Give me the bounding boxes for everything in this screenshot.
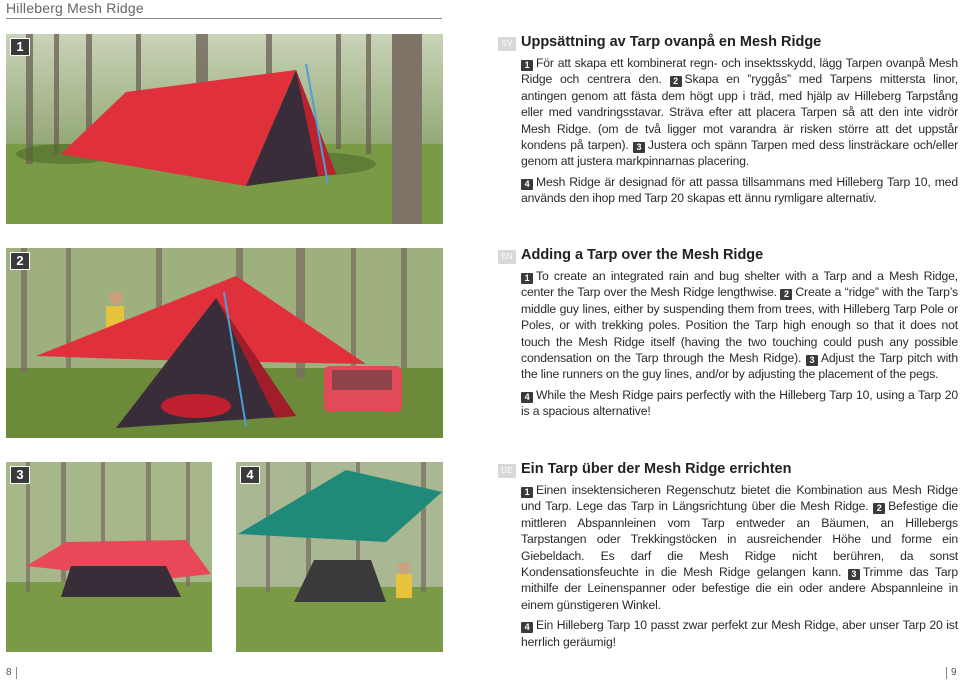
section-swedish: [521, 34, 958, 211]
section-title: Uppsättning av Tarp ovanpå en Mesh Ridge: [521, 34, 822, 50]
photo-green-tarp-with-person: [236, 462, 443, 652]
step-number-badge: 4: [521, 392, 533, 403]
step-text: För att skapa ett kombinerat regn- och insektsskydd, lägg Tarpen ovanpå Mesh Ridge och centrera den.: [521, 56, 958, 87]
step-text: Skapa en ”ryggås” med Tarpens mittersta linor, antingen genom att fästa dem högt upp i träd, med hjälp av Hilleberg Tarpstång eller med vandringsstavar. Sträva efter att placera Tarpen så att den inte vidrör Mesh Ridge. (om de två ligger mot varandra är risken större att det uppstår kondens på tarpen).: [521, 72, 958, 153]
step-text: Create a “ridge” with the Tarp’s middle guy lines, either by suspending them from trees, with Hilleberg Tarp Pole or Poles, or with trekking poles. Position the Tarp high enough so that it does not touch the Mesh Ridge itself (having the two touching could push any possible condensation on the Tarp through the Mesh Ridge).: [521, 285, 958, 366]
step-text: While the Mesh Ridge pairs perfectly with the Hilleberg Tarp 10, using a Tarp 20 is a spacious alternative!: [521, 387, 958, 419]
paragraph: [521, 617, 958, 650]
step-text: To create an integrated rain and bug shelter with a Tarp and a Mesh Ridge, center the Tarp over the Mesh Ridge lengthwise.: [521, 269, 958, 300]
paragraph: [521, 482, 958, 613]
step-text: Befestige die mittleren Abspannleinen vom Tarp entweder an Bäumen, an Hillebergs Tarpstangen oder Trekkingstöcken in ausreichender Höhe und forme ein Giebeldach. Es darf die Mesh Ridge nicht berühren, da sonst Kondensationsfeuchte in die Mesh Ridge gelangen kann.: [521, 499, 959, 580]
figure-number-badge: 3: [10, 466, 30, 484]
step-text: Justera och spänn Tarpen med dess linsträckare och/eller genom att justera markpinnarnas placering.: [521, 138, 959, 169]
paragraph: [521, 174, 958, 207]
paragraph: [521, 387, 958, 420]
photo-tarp-with-person-and-chair: [6, 248, 443, 438]
step-number-badge: 3: [806, 355, 818, 366]
page-number-divider: [16, 667, 17, 679]
page-number-left: 8: [6, 667, 12, 678]
step-number-badge: 2: [670, 76, 682, 87]
page-number-right: 9: [951, 667, 957, 678]
figure-number-badge: 2: [10, 252, 30, 270]
step-text: Ein Hilleberg Tarp 10 passt zwar perfekt zur Mesh Ridge, aber unser Tarp 20 ist herrlich geräumig!: [521, 618, 958, 649]
document-title: Hilleberg Mesh Ridge: [6, 0, 144, 16]
language-tag-en: EN: [498, 250, 516, 264]
section-german: [521, 461, 958, 654]
step-number-badge: 3: [633, 142, 645, 153]
language-tag-sv: SV: [498, 37, 516, 51]
photo-red-tarp-low-pitch: [6, 462, 212, 652]
step-number-badge: 2: [780, 289, 792, 300]
step-text: Mesh Ridge är designad för att passa tillsammans med Hilleberg Tarp 10, med används den ihop med Tarp 20 skapas ett ännu rymligare alternativ.: [521, 174, 958, 206]
language-tag-de: DE: [498, 464, 516, 478]
step-number-badge: 3: [848, 569, 860, 580]
step-number-badge: 1: [521, 273, 533, 284]
section-title: Adding a Tarp over the Mesh Ridge: [521, 247, 764, 263]
paragraph: [521, 268, 958, 383]
step-number-badge: 1: [521, 487, 533, 498]
step-text: Trimme das Tarp mithilfe der Leinenspanner oder befestige die ein oder andere Abspannleine in einem günstigeren Winkel.: [521, 565, 958, 612]
figure-number-badge: 1: [10, 38, 30, 56]
section-english: [521, 247, 958, 424]
section-title: Ein Tarp über der Mesh Ridge errichten: [521, 461, 792, 477]
figure-number-badge: 4: [240, 466, 260, 484]
step-number-badge: 1: [521, 60, 533, 71]
step-text: Adjust the Tarp pitch with the line runners on the guy lines, and/or by adjusting the placement of the pegs.: [521, 351, 958, 382]
step-number-badge: 4: [521, 622, 533, 633]
page-number-divider: [946, 667, 947, 679]
paragraph: [521, 55, 958, 170]
step-text: Einen insektensicheren Regenschutz bietet die Kombination aus Mesh Ridge und Tarp. Lege das Tarp in Längsrichtung über die Mesh Ridge.: [521, 483, 958, 514]
photo-red-tarp-pitched: [6, 34, 443, 224]
step-number-badge: 2: [873, 503, 885, 514]
step-number-badge: 4: [521, 179, 533, 190]
header-divider: [6, 18, 442, 19]
